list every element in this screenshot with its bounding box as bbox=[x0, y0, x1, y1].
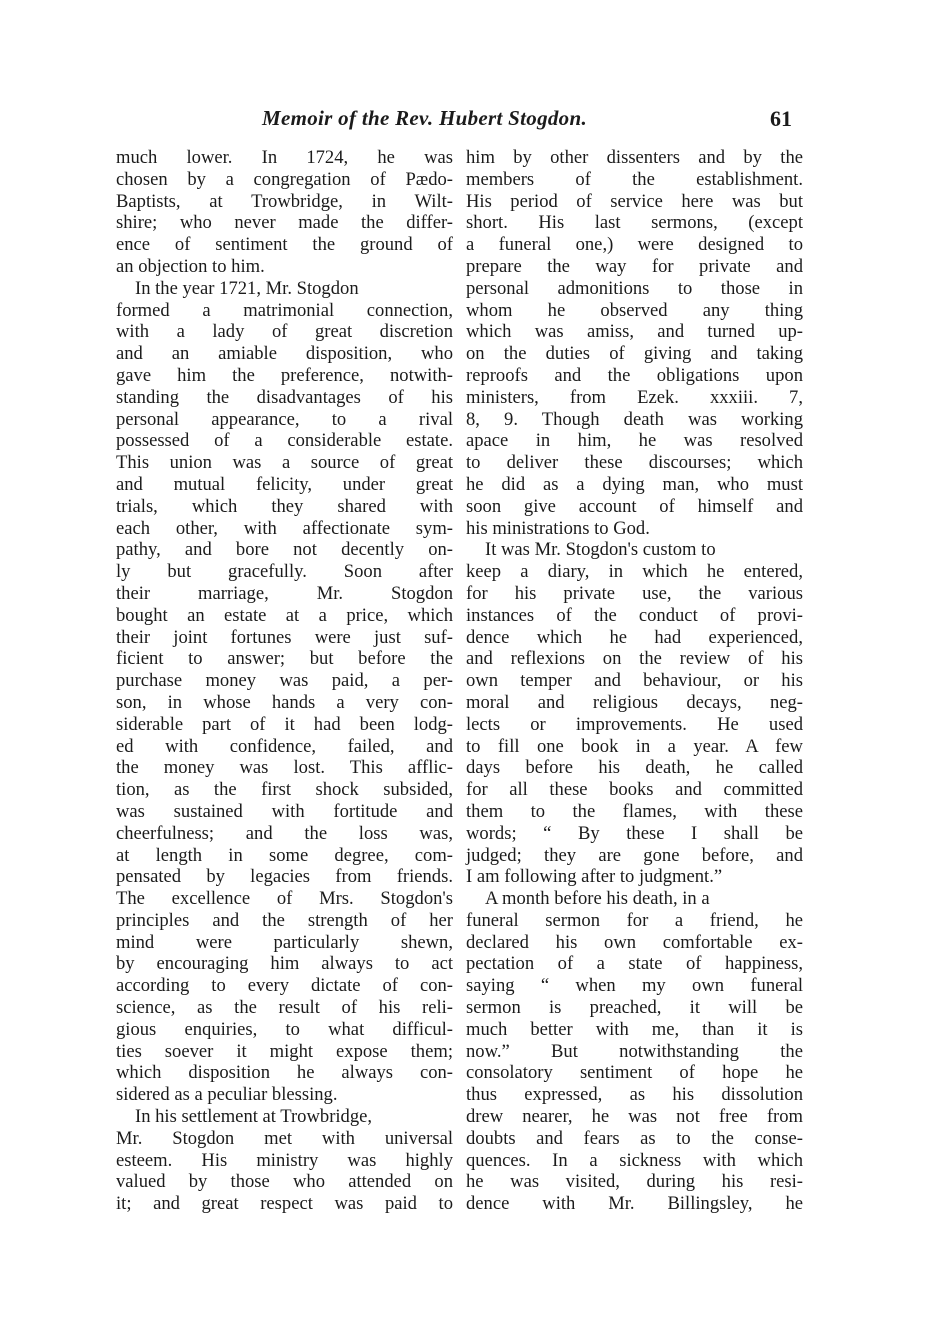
text-line: quences. In a sickness with which bbox=[466, 1149, 803, 1171]
text-line: he was visited, during his resi- bbox=[466, 1171, 803, 1193]
text-line: ficient to answer; but before the bbox=[116, 648, 453, 670]
text-line: chosen by a congregation of Pædo- bbox=[116, 168, 453, 190]
text-line: now.” But notwithstanding the bbox=[466, 1040, 803, 1062]
text-line: thus expressed, as his dissolution bbox=[466, 1084, 803, 1106]
text-line: ed with confidence, failed, and bbox=[116, 735, 453, 757]
text-line: for all these books and committed bbox=[466, 779, 803, 801]
text-line: keep a diary, in which he entered, bbox=[466, 561, 803, 583]
text-line: and reflexions on the review of his bbox=[466, 648, 803, 670]
text-line: their marriage, Mr. Stogdon bbox=[116, 582, 453, 604]
text-line: to fill one book in a year. A few bbox=[466, 735, 803, 757]
text-line: ence of sentiment the ground of bbox=[116, 234, 453, 256]
running-title: Memoir of the Rev. Hubert Stogdon. bbox=[262, 106, 588, 130]
text-line: cheerfulness; and the loss was, bbox=[116, 822, 453, 844]
text-line: ties soever it might expose them; bbox=[116, 1040, 453, 1062]
text-line: pectation of a state of happiness, bbox=[466, 953, 803, 975]
text-line: siderable part of it had been lodg- bbox=[116, 713, 453, 735]
text-line: members of the establishment. bbox=[466, 168, 803, 190]
text-line: tion, as the first shock subsided, bbox=[116, 779, 453, 801]
text-line: the money was lost. This afflic- bbox=[116, 757, 453, 779]
text-line: formed a matrimonial connection, bbox=[116, 299, 453, 321]
text-line: their joint fortunes were just suf- bbox=[116, 626, 453, 648]
text-line: The excellence of Mrs. Stogdon's bbox=[116, 888, 453, 910]
page-number: 61 bbox=[770, 106, 792, 131]
text-line: moral and religious decays, neg- bbox=[466, 691, 803, 713]
right-column bbox=[466, 147, 803, 1215]
text-line: much lower. In 1724, he was bbox=[116, 147, 453, 168]
text-line: trials, which they shared with bbox=[116, 495, 453, 517]
text-line: prepare the way for private and bbox=[466, 255, 803, 277]
text-line: and an amiable disposition, who bbox=[116, 343, 453, 365]
text-line: mind were particularly shewn, bbox=[116, 931, 453, 953]
text-line: judged; they are gone before, and bbox=[466, 844, 803, 866]
page-header bbox=[0, 106, 940, 140]
text-line: at length in some degree, com- bbox=[116, 844, 453, 866]
left-column bbox=[116, 147, 453, 1215]
text-line: each other, with affectionate sym- bbox=[116, 517, 453, 539]
text-line: ly but gracefully. Soon after bbox=[116, 561, 453, 583]
text-line: by encouraging him always to act bbox=[116, 953, 453, 975]
text-line: pensated by legacies from friends. bbox=[116, 866, 453, 888]
text-line: instances of the conduct of provi- bbox=[466, 604, 803, 626]
text-line: own temper and behaviour, or his bbox=[466, 670, 803, 692]
text-line: saying “ when my own funeral bbox=[466, 975, 803, 997]
text-line: This union was a source of great bbox=[116, 452, 453, 474]
text-line: and mutual felicity, under great bbox=[116, 473, 453, 495]
text-line: sidered as a peculiar blessing. bbox=[116, 1084, 338, 1106]
text-line: sermon is preached, it will be bbox=[466, 997, 803, 1019]
text-line: which disposition he always con- bbox=[116, 1062, 453, 1084]
text-line: an objection to him. bbox=[116, 255, 265, 277]
text-line: son, in whose hands a very con- bbox=[116, 691, 453, 713]
text-line: principles and the strength of her bbox=[116, 909, 453, 931]
text-line: a funeral one,) were designed to bbox=[466, 234, 803, 256]
text-line: standing the disadvantages of his bbox=[116, 386, 453, 408]
text-line: bought an estate at a price, which bbox=[116, 604, 453, 626]
text-line: them to the flames, with these bbox=[466, 800, 803, 822]
text-line: which was amiss, and turned up- bbox=[466, 321, 803, 343]
text-line: drew nearer, he was not free from bbox=[466, 1106, 803, 1128]
text-line: with a lady of great discretion bbox=[116, 321, 453, 343]
text-line: gave him the preference, notwith- bbox=[116, 364, 453, 386]
text-line: funeral sermon for a friend, he bbox=[466, 909, 803, 931]
text-line: days before his death, he called bbox=[466, 757, 803, 779]
text-line: dence which he had experienced, bbox=[466, 626, 803, 648]
text-line: shire; who never made the differ- bbox=[116, 212, 453, 234]
text-line: was sustained with fortitude and bbox=[116, 800, 453, 822]
text-line: short. His last sermons, (except bbox=[466, 212, 803, 234]
text-line: possessed of a considerable estate. bbox=[116, 430, 453, 452]
text-line: In the year 1721, Mr. Stogdon bbox=[135, 277, 359, 299]
text-line: it; and great respect was paid to bbox=[116, 1193, 453, 1215]
text-line: pathy, and bore not decently on- bbox=[116, 539, 453, 561]
text-line: reproofs and the obligations upon bbox=[466, 364, 803, 386]
text-line: Baptists, at Trowbridge, in Wilt- bbox=[116, 190, 453, 212]
text-line: on the duties of giving and taking bbox=[466, 343, 803, 365]
text-line: him by other dissenters and by the bbox=[466, 147, 803, 168]
text-line: esteem. His ministry was highly bbox=[116, 1149, 453, 1171]
text-line: he did as a dying man, who must bbox=[466, 473, 803, 495]
text-line: consolatory sentiment of hope he bbox=[466, 1062, 803, 1084]
text-line: for his private use, the various bbox=[466, 582, 803, 604]
text-line: dence with Mr. Billingsley, he bbox=[466, 1193, 803, 1215]
text-line: apace in him, he was resolved bbox=[466, 430, 803, 452]
text-line: science, as the result of his reli- bbox=[116, 997, 453, 1019]
text-line: lects or improvements. He used bbox=[466, 713, 803, 735]
text-line: to deliver these discourses; which bbox=[466, 452, 803, 474]
text-line: declared his own comfortable ex- bbox=[466, 931, 803, 953]
text-line: soon give account of himself and bbox=[466, 495, 803, 517]
text-line: His period of service here was but bbox=[466, 190, 803, 212]
text-line: his ministrations to God. bbox=[466, 517, 650, 539]
text-line: I am following after to judgment.” bbox=[466, 866, 723, 888]
text-line: In his settlement at Trowbridge, bbox=[135, 1106, 373, 1128]
text-line: whom he observed any thing bbox=[466, 299, 803, 321]
text-line: valued by those who attended on bbox=[116, 1171, 453, 1193]
text-line: Mr. Stogdon met with universal bbox=[116, 1127, 453, 1149]
text-line: much better with me, than it is bbox=[466, 1018, 803, 1040]
text-line: doubts and fears as to the conse- bbox=[466, 1127, 803, 1149]
text-line: according to every dictate of con- bbox=[116, 975, 453, 997]
text-line: 8, 9. Though death was working bbox=[466, 408, 803, 430]
text-line: purchase money was paid, a per- bbox=[116, 670, 453, 692]
text-line: A month before his death, in a bbox=[485, 888, 710, 910]
text-line: ministers, from Ezek. xxxiii. 7, bbox=[466, 386, 803, 408]
text-line: It was Mr. Stogdon's custom to bbox=[485, 539, 716, 561]
text-line: gious enquiries, to what difficul- bbox=[116, 1018, 453, 1040]
text-line: words; “ By these I shall be bbox=[466, 822, 803, 844]
text-line: personal appearance, to a rival bbox=[116, 408, 453, 430]
text-line: personal admonitions to those in bbox=[466, 277, 803, 299]
